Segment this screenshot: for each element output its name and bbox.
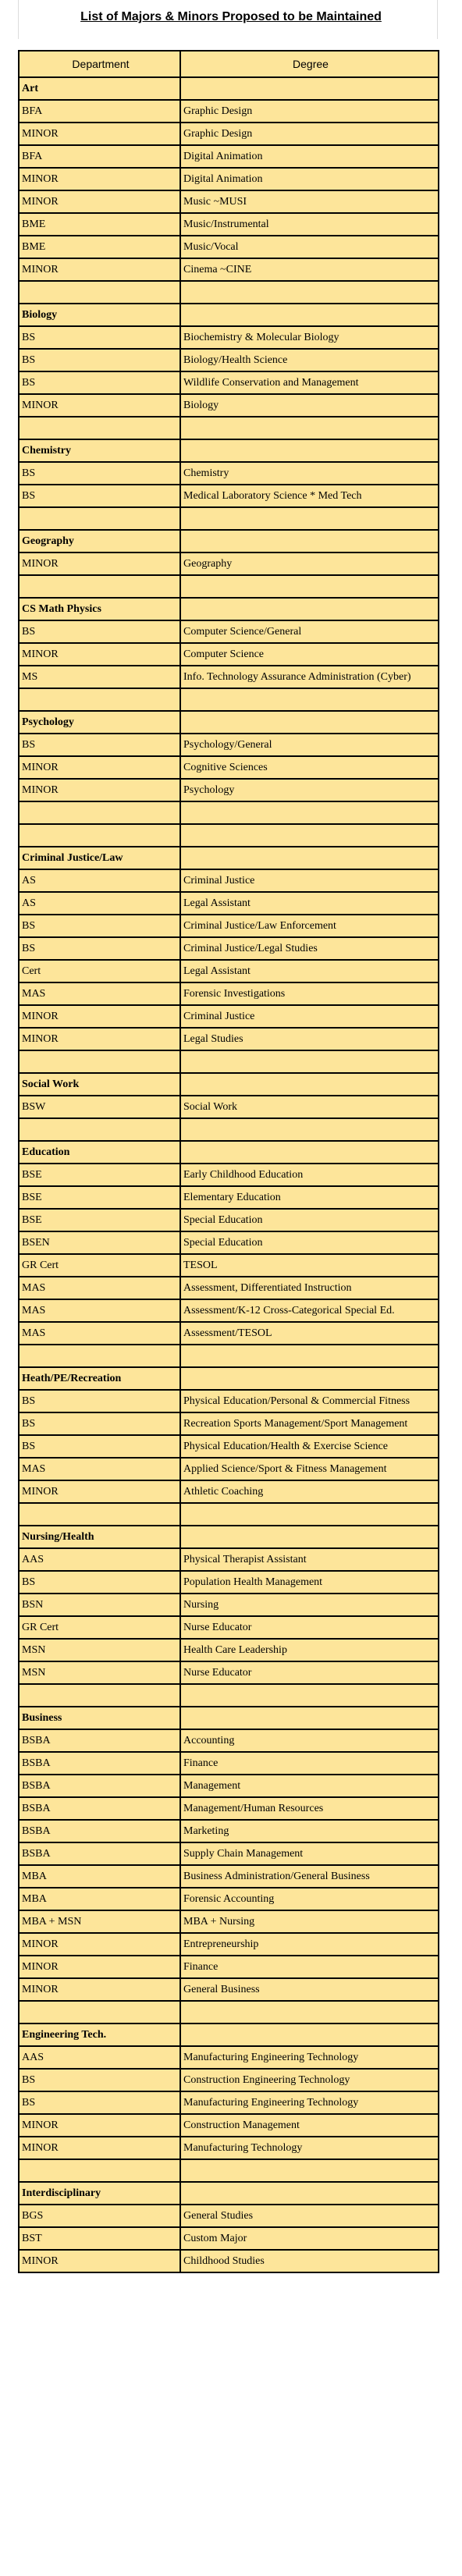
- degree-cell: Finance: [180, 1752, 439, 1775]
- degree-cell: Construction Engineering Technology: [180, 2069, 439, 2091]
- department-cell: BSBA: [19, 1775, 180, 1797]
- section-row: [19, 1707, 439, 1729]
- department-cell: Cert: [19, 960, 180, 982]
- table-row: [19, 1435, 439, 1458]
- table-row: [19, 937, 439, 960]
- section-heading: Geography: [19, 530, 180, 553]
- degree-cell: Forensic Accounting: [180, 1888, 439, 1910]
- table-row: [19, 982, 439, 1005]
- empty-cell: [19, 688, 180, 711]
- table-row: [19, 1164, 439, 1186]
- department-cell: BSEN: [19, 1231, 180, 1254]
- section-row: [19, 1367, 439, 1390]
- empty-cell: [19, 1345, 180, 1367]
- department-cell: BS: [19, 2069, 180, 2091]
- table-row: [19, 620, 439, 643]
- table-row: [19, 643, 439, 666]
- table-row: [19, 1775, 439, 1797]
- department-cell: BSBA: [19, 1842, 180, 1865]
- degree-cell: Marketing: [180, 1820, 439, 1842]
- empty-cell: [180, 711, 439, 734]
- department-cell: MINOR: [19, 1480, 180, 1503]
- table-row: [19, 168, 439, 190]
- department-cell: MINOR: [19, 643, 180, 666]
- empty-cell: [180, 1345, 439, 1367]
- department-cell: BFA: [19, 145, 180, 168]
- blank-row: [19, 1050, 439, 1073]
- department-cell: BS: [19, 937, 180, 960]
- table-row: [19, 1842, 439, 1865]
- table-row: [19, 1390, 439, 1412]
- table-row: [19, 1729, 439, 1752]
- degree-cell: Nurse Educator: [180, 1661, 439, 1684]
- section-heading: Interdisciplinary: [19, 2182, 180, 2205]
- column-header-department: Department: [19, 51, 180, 77]
- department-cell: BFA: [19, 100, 180, 123]
- section-row: [19, 598, 439, 620]
- department-cell: AS: [19, 892, 180, 915]
- table-row: [19, 1571, 439, 1594]
- blank-row: [19, 2001, 439, 2023]
- department-cell: BSE: [19, 1186, 180, 1209]
- department-cell: BS: [19, 371, 180, 394]
- degree-cell: Elementary Education: [180, 1186, 439, 1209]
- blank-row: [19, 688, 439, 711]
- section-heading: Engineering Tech.: [19, 2023, 180, 2046]
- department-cell: MINOR: [19, 1028, 180, 1050]
- degree-cell: Wildlife Conservation and Management: [180, 371, 439, 394]
- table-row: [19, 462, 439, 485]
- empty-cell: [19, 575, 180, 598]
- section-heading: Education: [19, 1141, 180, 1164]
- department-cell: MINOR: [19, 1956, 180, 1978]
- department-cell: BS: [19, 462, 180, 485]
- section-row: [19, 304, 439, 326]
- page-title: List of Majors & Minors Proposed to be Maintained: [80, 10, 382, 23]
- section-row: [19, 77, 439, 100]
- department-cell: BS: [19, 620, 180, 643]
- table-row: [19, 190, 439, 213]
- empty-cell: [180, 801, 439, 824]
- department-cell: MAS: [19, 1322, 180, 1345]
- degree-cell: Music/Vocal: [180, 236, 439, 258]
- degree-cell: MBA + Nursing: [180, 1910, 439, 1933]
- table-row: [19, 258, 439, 281]
- table-row: [19, 1978, 439, 2001]
- empty-cell: [19, 1118, 180, 1141]
- department-cell: MINOR: [19, 553, 180, 575]
- degree-cell: Physical Education/Health & Exercise Science: [180, 1435, 439, 1458]
- section-heading: Art: [19, 77, 180, 100]
- empty-cell: [180, 507, 439, 530]
- degree-cell: Biology/Health Science: [180, 349, 439, 371]
- degree-cell: Chemistry: [180, 462, 439, 485]
- department-cell: MINOR: [19, 756, 180, 779]
- section-heading: Business: [19, 1707, 180, 1729]
- blank-row: [19, 507, 439, 530]
- degree-cell: General Studies: [180, 2205, 439, 2227]
- header-row: [19, 51, 439, 77]
- table-row: [19, 1096, 439, 1118]
- table-row: [19, 1797, 439, 1820]
- department-cell: BS: [19, 1390, 180, 1412]
- department-cell: BSBA: [19, 1729, 180, 1752]
- department-cell: BS: [19, 734, 180, 756]
- degree-cell: Criminal Justice: [180, 869, 439, 892]
- degree-cell: Music/Instrumental: [180, 213, 439, 236]
- empty-cell: [180, 530, 439, 553]
- table-row: [19, 1865, 439, 1888]
- degree-cell: Finance: [180, 1956, 439, 1978]
- department-cell: MAS: [19, 1277, 180, 1299]
- degree-cell: Cinema ~CINE: [180, 258, 439, 281]
- table-row: [19, 960, 439, 982]
- table-row: [19, 1458, 439, 1480]
- table-row: [19, 1186, 439, 1209]
- table-row: [19, 1661, 439, 1684]
- table-row: [19, 1548, 439, 1571]
- degree-cell: Athletic Coaching: [180, 1480, 439, 1503]
- degree-cell: Graphic Design: [180, 123, 439, 145]
- department-cell: MINOR: [19, 123, 180, 145]
- majors-minors-table: [18, 50, 439, 2273]
- table-row: [19, 1005, 439, 1028]
- department-cell: MBA + MSN: [19, 1910, 180, 1933]
- empty-cell: [180, 1503, 439, 1526]
- empty-cell: [19, 801, 180, 824]
- department-cell: MAS: [19, 1458, 180, 1480]
- table-row: [19, 485, 439, 507]
- table-row: [19, 734, 439, 756]
- department-cell: BS: [19, 349, 180, 371]
- degree-cell: Accounting: [180, 1729, 439, 1752]
- department-cell: MINOR: [19, 190, 180, 213]
- department-cell: BS: [19, 1571, 180, 1594]
- table-row: [19, 123, 439, 145]
- department-cell: MSN: [19, 1661, 180, 1684]
- table-body: [19, 77, 439, 2272]
- empty-cell: [19, 1050, 180, 1073]
- degree-cell: Childhood Studies: [180, 2250, 439, 2272]
- degree-cell: Early Childhood Education: [180, 1164, 439, 1186]
- table-row: [19, 1820, 439, 1842]
- blank-row: [19, 801, 439, 824]
- section-heading: Heath/PE/Recreation: [19, 1367, 180, 1390]
- degree-cell: Criminal Justice: [180, 1005, 439, 1028]
- degree-cell: Construction Management: [180, 2114, 439, 2137]
- table-row: [19, 1254, 439, 1277]
- degree-cell: Management/Human Resources: [180, 1797, 439, 1820]
- empty-cell: [180, 1367, 439, 1390]
- degree-cell: Criminal Justice/Law Enforcement: [180, 915, 439, 937]
- blank-row: [19, 1118, 439, 1141]
- empty-cell: [180, 575, 439, 598]
- empty-cell: [180, 1050, 439, 1073]
- empty-cell: [19, 507, 180, 530]
- table-row: [19, 2091, 439, 2114]
- degree-cell: Assessment/K-12 Cross-Categorical Special Ed.: [180, 1299, 439, 1322]
- table-row: [19, 869, 439, 892]
- empty-cell: [180, 1118, 439, 1141]
- department-cell: MSN: [19, 1639, 180, 1661]
- empty-cell: [180, 417, 439, 439]
- department-cell: AS: [19, 869, 180, 892]
- table-row: [19, 1277, 439, 1299]
- empty-cell: [180, 77, 439, 100]
- section-heading: Chemistry: [19, 439, 180, 462]
- degree-cell: Custom Major: [180, 2227, 439, 2250]
- empty-cell: [19, 2159, 180, 2182]
- empty-cell: [19, 1503, 180, 1526]
- table-row: [19, 756, 439, 779]
- degree-cell: Computer Science: [180, 643, 439, 666]
- empty-cell: [180, 2182, 439, 2205]
- degree-cell: Psychology: [180, 779, 439, 801]
- table-row: [19, 1752, 439, 1775]
- blank-row: [19, 281, 439, 304]
- empty-cell: [180, 1707, 439, 1729]
- department-cell: BSE: [19, 1164, 180, 1186]
- department-cell: BS: [19, 326, 180, 349]
- degree-cell: Physical Therapist Assistant: [180, 1548, 439, 1571]
- column-header-degree: Degree: [180, 51, 439, 77]
- department-cell: GR Cert: [19, 1254, 180, 1277]
- table-row: [19, 666, 439, 688]
- empty-cell: [180, 2023, 439, 2046]
- degree-cell: Legal Studies: [180, 1028, 439, 1050]
- degree-cell: Health Care Leadership: [180, 1639, 439, 1661]
- table-row: [19, 1028, 439, 1050]
- degree-cell: Management: [180, 1775, 439, 1797]
- degree-cell: Music ~MUSI: [180, 190, 439, 213]
- degree-cell: Social Work: [180, 1096, 439, 1118]
- department-cell: BSN: [19, 1594, 180, 1616]
- degree-cell: Nursing: [180, 1594, 439, 1616]
- department-cell: BS: [19, 915, 180, 937]
- section-row: [19, 847, 439, 869]
- department-cell: BME: [19, 236, 180, 258]
- empty-cell: [180, 1526, 439, 1548]
- department-cell: MINOR: [19, 258, 180, 281]
- empty-cell: [19, 2001, 180, 2023]
- blank-row: [19, 575, 439, 598]
- department-cell: BSW: [19, 1096, 180, 1118]
- department-cell: GR Cert: [19, 1616, 180, 1639]
- section-row: [19, 1073, 439, 1096]
- table-row: [19, 1956, 439, 1978]
- table-row: [19, 1209, 439, 1231]
- empty-cell: [180, 1684, 439, 1707]
- degree-cell: Entrepreneurship: [180, 1933, 439, 1956]
- department-cell: MINOR: [19, 1005, 180, 1028]
- table-row: [19, 371, 439, 394]
- department-cell: MINOR: [19, 2137, 180, 2159]
- degree-cell: Population Health Management: [180, 1571, 439, 1594]
- degree-cell: Legal Assistant: [180, 960, 439, 982]
- degree-cell: Legal Assistant: [180, 892, 439, 915]
- table-row: [19, 1412, 439, 1435]
- department-cell: MBA: [19, 1865, 180, 1888]
- degree-cell: Biology: [180, 394, 439, 417]
- department-cell: BSE: [19, 1209, 180, 1231]
- department-cell: MINOR: [19, 2250, 180, 2272]
- department-cell: BST: [19, 2227, 180, 2250]
- department-cell: BS: [19, 1435, 180, 1458]
- empty-cell: [180, 304, 439, 326]
- department-cell: MS: [19, 666, 180, 688]
- blank-row: [19, 824, 439, 847]
- degree-cell: Criminal Justice/Legal Studies: [180, 937, 439, 960]
- degree-cell: Digital Animation: [180, 168, 439, 190]
- degree-cell: Medical Laboratory Science * Med Tech: [180, 485, 439, 507]
- empty-cell: [19, 281, 180, 304]
- degree-cell: Graphic Design: [180, 100, 439, 123]
- degree-cell: Special Education: [180, 1209, 439, 1231]
- department-cell: AAS: [19, 2046, 180, 2069]
- department-cell: BME: [19, 213, 180, 236]
- degree-cell: Recreation Sports Management/Sport Management: [180, 1412, 439, 1435]
- degree-cell: Forensic Investigations: [180, 982, 439, 1005]
- table-row: [19, 2046, 439, 2069]
- table-row: [19, 2069, 439, 2091]
- department-cell: MINOR: [19, 1978, 180, 2001]
- table-row: [19, 1639, 439, 1661]
- degree-cell: General Business: [180, 1978, 439, 2001]
- table-row: [19, 1616, 439, 1639]
- empty-cell: [180, 598, 439, 620]
- empty-cell: [180, 847, 439, 869]
- department-cell: AAS: [19, 1548, 180, 1571]
- table-row: [19, 553, 439, 575]
- empty-cell: [19, 824, 180, 847]
- degree-cell: Nurse Educator: [180, 1616, 439, 1639]
- table-row: [19, 2250, 439, 2272]
- degree-cell: Manufacturing Technology: [180, 2137, 439, 2159]
- department-cell: BS: [19, 2091, 180, 2114]
- empty-cell: [180, 439, 439, 462]
- section-row: [19, 1141, 439, 1164]
- degree-cell: Computer Science/General: [180, 620, 439, 643]
- department-cell: MINOR: [19, 779, 180, 801]
- table-row: [19, 1910, 439, 1933]
- department-cell: MINOR: [19, 394, 180, 417]
- table-row: [19, 213, 439, 236]
- degree-cell: Digital Animation: [180, 145, 439, 168]
- degree-cell: Special Education: [180, 1231, 439, 1254]
- blank-row: [19, 417, 439, 439]
- degree-cell: TESOL: [180, 1254, 439, 1277]
- department-cell: BSBA: [19, 1797, 180, 1820]
- degree-cell: Assessment, Differentiated Instruction: [180, 1277, 439, 1299]
- blank-row: [19, 2159, 439, 2182]
- department-cell: BS: [19, 485, 180, 507]
- table-row: [19, 100, 439, 123]
- degree-cell: Cognitive Sciences: [180, 756, 439, 779]
- department-cell: MINOR: [19, 1933, 180, 1956]
- table-row: [19, 1322, 439, 1345]
- section-row: [19, 530, 439, 553]
- degree-cell: Business Administration/General Business: [180, 1865, 439, 1888]
- table-row: [19, 145, 439, 168]
- section-row: [19, 1526, 439, 1548]
- table-row: [19, 779, 439, 801]
- table-row: [19, 915, 439, 937]
- table-row: [19, 2205, 439, 2227]
- section-heading: CS Math Physics: [19, 598, 180, 620]
- department-cell: BGS: [19, 2205, 180, 2227]
- department-cell: BS: [19, 1412, 180, 1435]
- section-row: [19, 2023, 439, 2046]
- degree-cell: Geography: [180, 553, 439, 575]
- table-row: [19, 236, 439, 258]
- section-row: [19, 711, 439, 734]
- section-heading: Psychology: [19, 711, 180, 734]
- section-row: [19, 2182, 439, 2205]
- table-row: [19, 1933, 439, 1956]
- empty-cell: [180, 1141, 439, 1164]
- degree-cell: Assessment/TESOL: [180, 1322, 439, 1345]
- table-row: [19, 1299, 439, 1322]
- table-row: [19, 349, 439, 371]
- degree-cell: Biochemistry & Molecular Biology: [180, 326, 439, 349]
- department-cell: BSBA: [19, 1752, 180, 1775]
- department-cell: MAS: [19, 982, 180, 1005]
- table-row: [19, 326, 439, 349]
- table-row: [19, 1480, 439, 1503]
- empty-cell: [180, 1073, 439, 1096]
- section-heading: Criminal Justice/Law: [19, 847, 180, 869]
- empty-cell: [180, 2159, 439, 2182]
- degree-cell: Psychology/General: [180, 734, 439, 756]
- empty-cell: [180, 281, 439, 304]
- department-cell: MBA: [19, 1888, 180, 1910]
- table-row: [19, 892, 439, 915]
- empty-cell: [180, 688, 439, 711]
- degree-cell: Physical Education/Personal & Commercial Fitness: [180, 1390, 439, 1412]
- section-heading: Nursing/Health: [19, 1526, 180, 1548]
- table-row: [19, 2227, 439, 2250]
- empty-cell: [180, 2001, 439, 2023]
- table-row: [19, 2114, 439, 2137]
- degree-cell: Manufacturing Engineering Technology: [180, 2091, 439, 2114]
- degree-cell: Info. Technology Assurance Administration (Cyber): [180, 666, 439, 688]
- section-heading: Social Work: [19, 1073, 180, 1096]
- table-row: [19, 1594, 439, 1616]
- department-cell: MAS: [19, 1299, 180, 1322]
- department-cell: BSBA: [19, 1820, 180, 1842]
- degree-cell: Manufacturing Engineering Technology: [180, 2046, 439, 2069]
- department-cell: MINOR: [19, 2114, 180, 2137]
- blank-row: [19, 1503, 439, 1526]
- empty-cell: [180, 824, 439, 847]
- table-row: [19, 1888, 439, 1910]
- blank-row: [19, 1345, 439, 1367]
- section-row: [19, 439, 439, 462]
- section-heading: Biology: [19, 304, 180, 326]
- table-row: [19, 1231, 439, 1254]
- degree-cell: Applied Science/Sport & Fitness Management: [180, 1458, 439, 1480]
- blank-row: [19, 1684, 439, 1707]
- empty-cell: [19, 417, 180, 439]
- empty-cell: [19, 1684, 180, 1707]
- degree-cell: Supply Chain Management: [180, 1842, 439, 1865]
- table-row: [19, 2137, 439, 2159]
- table-row: [19, 394, 439, 417]
- department-cell: MINOR: [19, 168, 180, 190]
